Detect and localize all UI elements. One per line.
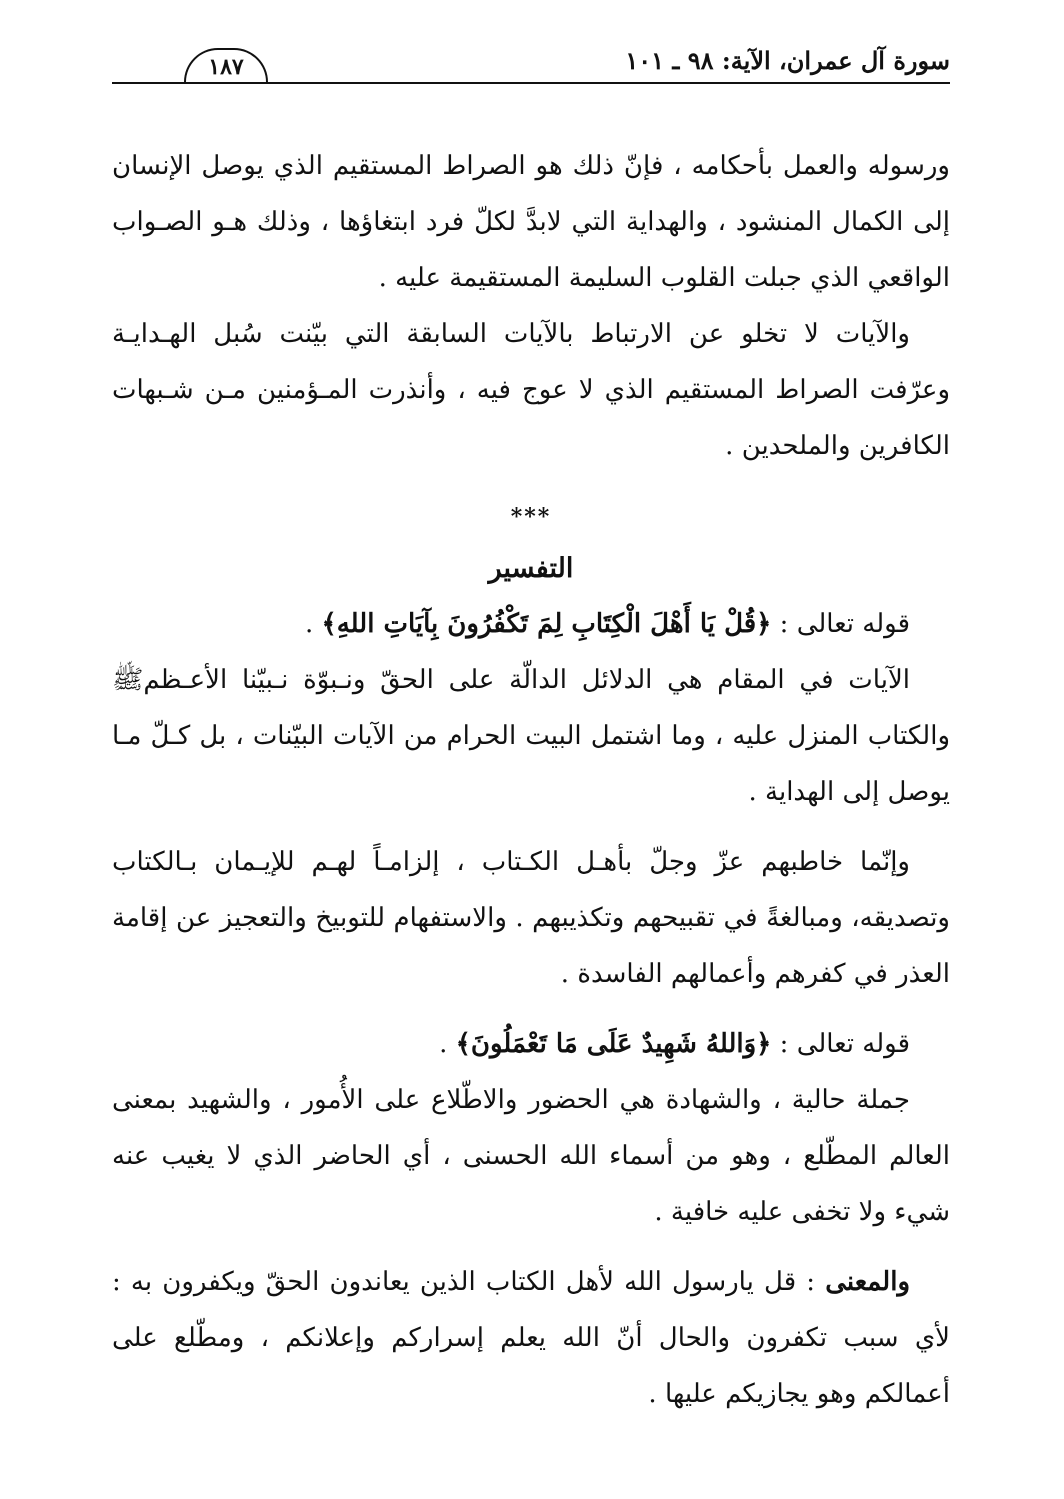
tafsir-paragraph-1: الآيات في المقام هي الدلائل الدالّة على الحقّ ونـبوّة نـبيّنا الأعـظمﷺ والكتاب المنزل عليه ، وما اشتمل البيت الحرام من الآيات البيّنات ، بل كـلّ مـا يوصل إلى الهداية . xyxy=(112,665,950,807)
page-number: ١٨٧ xyxy=(184,48,268,82)
tafsir-paragraph-3: جملة حالية ، والشهادة هي الحضور والاطّلاع على الأُمور ، والشهيد بمعنى العالم المطّلع ، وهو من أسماء الله الحسنى ، أي الحاضر الذي لا يغيب عنه شيء ولا تخفى عليه خافية . xyxy=(112,1085,950,1227)
quranic-verse: ﴿وَاللهُ شَهِيدٌ عَلَى مَا تَعْمَلُونَ﴾ xyxy=(455,1029,772,1059)
quote-prefix: قوله تعالى : xyxy=(771,1029,910,1059)
meaning-text: : قل يارسول الله لأهل الكتاب الذين يعاندون الحقّ ويكفرون به : لأي سبب تكفرون والحال أنّ الله يعلم إسراركم وإعلانكم ، ومطّلع على أعمالكم وهو يجازيكم عليها . xyxy=(112,1267,950,1409)
section-separator: *** xyxy=(510,504,552,530)
page-header xyxy=(112,40,950,88)
running-title: سورة آل عمران، الآية: ٩٨ ـ ١٠١ xyxy=(625,46,950,75)
quranic-verse: ﴿قُلْ يَا أَهْلَ الْكِتَابِ لِمَ تَكْفُرُونَ بِآيَاتِ اللهِ﴾ xyxy=(321,609,772,639)
quote-suffix: . xyxy=(304,609,322,639)
intro-paragraph-2: والآيات لا تخلو عن الارتباط بالآيات السابقة التي بيّنت سُبل الهـدايـة وعرّفت الصراط المستقيم الذي لا عوج فيه ، وأنذرت المـؤمنين مـن شـبهات الكافرين والملحدين . xyxy=(112,319,950,461)
tafsir-heading: التفسير xyxy=(488,553,574,584)
quote-suffix: . xyxy=(439,1029,456,1059)
intro-paragraph-1: ورسوله والعمل بأحكامه ، فإنّ ذلك هو الصراط المستقيم الذي يوصل الإنسان إلى الكمال المنشود ، والهداية التي لابدَّ لكلّ فرد ابتغاؤها ، وذلك هـو الصـواب الواقعي الذي جبلت القلوب السليمة المستقيمة عليه . xyxy=(112,151,951,293)
meaning-label: والمعنى xyxy=(825,1267,910,1297)
quote-line-2 xyxy=(112,1016,950,1072)
quote-line-1 xyxy=(112,596,950,652)
tafsir-paragraph-2: وإنّما خاطبهم عزّ وجلّ بأهـل الكـتاب ، إلزامـاً لهـم للإيـمان بـالكتاب وتصديقه، ومبالغةً في تقبيحهم وتكذيبهم . والاستفهام للتوبيخ والتعجيز عن إقامة العذر في كفرهم وأعمالهم الفاسدة . xyxy=(112,847,950,989)
meaning-paragraph xyxy=(112,1254,950,1422)
page-body xyxy=(112,138,950,1422)
quote-prefix: قوله تعالى : xyxy=(771,609,910,639)
